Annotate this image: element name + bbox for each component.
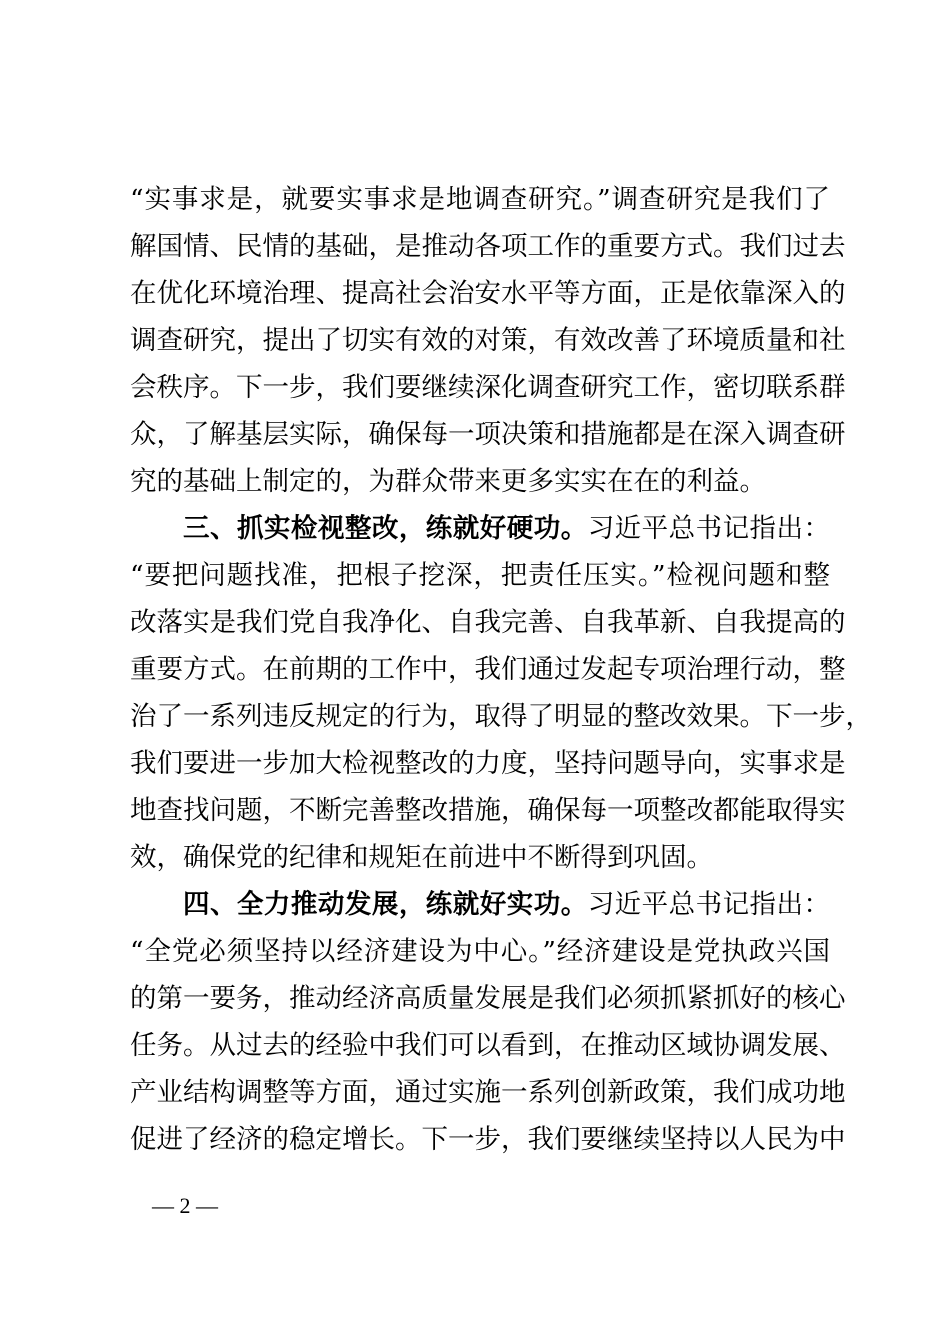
section-3-heading: 三、抓实检视整改，练就好硬功。: [183, 513, 588, 544]
paragraph-3-line-2: 的第一要务，推动经济高质量发展是我们必须抓紧抓好的核心: [130, 983, 846, 1014]
paragraph-2-line-3: 重要方式。在前期的工作中，我们通过发起专项治理行动，整: [130, 654, 846, 685]
paragraph-1-line-4: 调查研究，提出了切实有效的对策，有效改善了环境质量和社: [130, 325, 846, 356]
paragraph-3-line-4: 产业结构调整等方面，通过实施一系列创新政策，我们成功地: [130, 1077, 846, 1108]
paragraph-3-line-3: 任务。从过去的经验中我们可以看到，在推动区域协调发展、: [130, 1030, 846, 1061]
paragraph-1-line-5: 会秩序。下一步，我们要继续深化调查研究工作，密切联系群: [130, 372, 846, 403]
paragraph-1-line-3: 在优化环境治理、提高社会治安水平等方面，正是依靠深入的: [130, 278, 846, 309]
paragraph-2-line-2: 改落实是我们党自我净化、自我完善、自我革新、自我提高的: [130, 607, 846, 638]
paragraph-2-line-7: 效，确保党的纪律和规矩在前进中不断得到巩固。: [130, 842, 713, 873]
paragraph-2-heading-line: [183, 508, 830, 550]
section-4-heading: 四、全力推动发展，练就好实功。: [183, 889, 588, 920]
paragraph-3-heading-line: [183, 884, 830, 926]
section-4-lead: 习近平总书记指出：: [587, 889, 831, 920]
paragraph-2-line-1: “要把问题找准，把根子挖深，把责任压实。”检视问题和整: [130, 560, 830, 591]
paragraph-2-line-5: 我们要进一步加大检视整改的力度，坚持问题导向，实事求是: [130, 748, 846, 779]
paragraph-1-line-1: “实事求是，就要实事求是地调查研究。”调查研究是我们了: [130, 184, 830, 215]
paragraph-2-line-6: 地查找问题，不断完善整改措施，确保每一项整改都能取得实: [130, 795, 846, 826]
paragraph-3-line-1: “全党必须坚持以经济建设为中心。”经济建设是党执政兴国: [130, 936, 830, 967]
paragraph-1-line-2: 解国情、民情的基础，是推动各项工作的重要方式。我们过去: [130, 231, 846, 262]
page-number: — 2 —: [152, 1193, 218, 1218]
section-3-lead: 习近平总书记指出：: [587, 513, 831, 544]
paragraph-3-line-5: 促进了经济的稳定增长。下一步，我们要继续坚持以人民为中: [130, 1124, 846, 1155]
paragraph-1-line-7: 究的基础上制定的，为群众带来更多实实在在的利益。: [130, 466, 766, 497]
paragraph-2-line-4: 治了一系列违反规定的行为，取得了明显的整改效果。下一步，: [130, 701, 872, 732]
paragraph-1-line-6: 众，了解基层实际，确保每一项决策和措施都是在深入调查研: [130, 419, 846, 450]
